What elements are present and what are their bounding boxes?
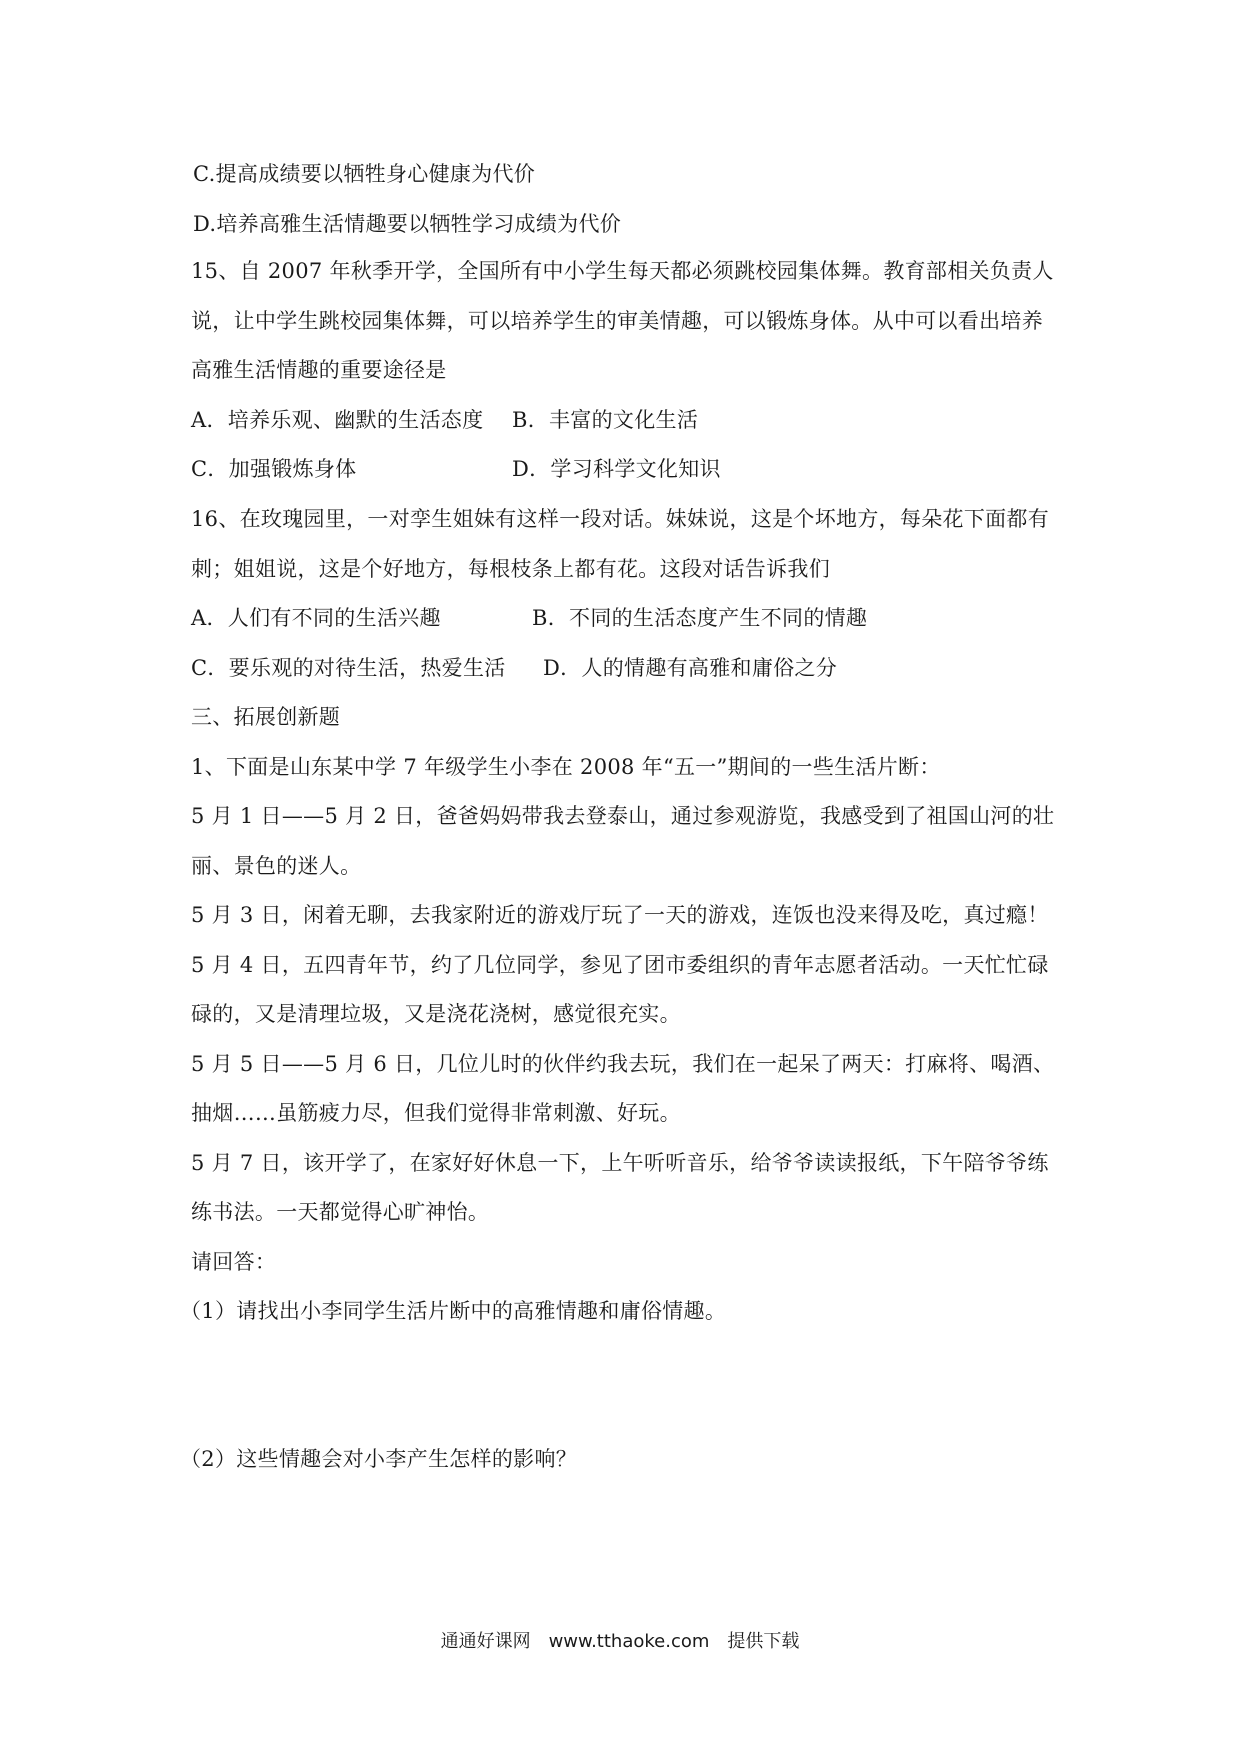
q15-option-b: B．丰富的文化生活 — [512, 408, 699, 432]
diary-may-4-line-1: 5 月 4 日，五四青年节，约了几位同学，参见了团市委组织的青年志愿者活动。一天忙忙碌 — [191, 953, 1049, 977]
diary-may-1-2-line-1: 5 月 1 日——5 月 2 日，爸爸妈妈带我去登泰山，通过参观游览，我感受到了祖国山河的壮 — [191, 804, 1055, 828]
question-15-line-2: 说，让中学生跳校园集体舞，可以培养学生的审美情趣，可以锻炼身体。从中可以看出培养 — [191, 309, 1043, 333]
q16-option-b: B．不同的生活态度产生不同的情趣 — [532, 606, 868, 630]
section-heading: 三、拓展创新题 — [191, 705, 341, 729]
page-footer: 通通好课网 www.tthaoke.com 提供下载 — [440, 1631, 800, 1652]
question-15-line-3: 高雅生活情趣的重要途径是 — [191, 358, 447, 382]
q16-option-a: A．人们有不同的生活兴趣 — [191, 606, 441, 630]
question-15-line-1: 15、自 2007 年秋季开学，全国所有中小学生每天都必须跳校园集体舞。教育部相关负责人 — [191, 259, 1054, 283]
diary-may-3: 5 月 3 日，闲着无聊，去我家附近的游戏厅玩了一天的游戏，连饭也没来得及吃，真过瘾！ — [191, 903, 1049, 927]
q15-option-c: C．加强锻炼身体 — [191, 457, 357, 481]
diary-may-4-line-2: 碌的，又是清理垃圾，又是浇花浇树，感觉很充实。 — [191, 1002, 681, 1026]
q16-option-c: C．要乐观的对待生活，热爱生活 — [191, 656, 506, 680]
please-answer: 请回答： — [191, 1250, 277, 1274]
diary-may-1-2-line-2: 丽、景色的迷人。 — [191, 854, 362, 878]
option-14d: D.培养高雅生活情趣要以牺牲学习成绩为代价 — [193, 212, 622, 236]
sub-question-1: （1）请找出小李同学生活片断中的高雅情趣和庸俗情趣。 — [180, 1299, 727, 1323]
sub-question-2: （2）这些情趣会对小李产生怎样的影响？ — [180, 1447, 578, 1471]
q16-option-d: D．人的情趣有高雅和庸俗之分 — [543, 656, 838, 680]
diary-may-5-6-line-2: 抽烟……虽筋疲力尽，但我们觉得非常刺激、好玩。 — [191, 1101, 681, 1125]
q15-option-d: D．学习科学文化知识 — [512, 457, 721, 481]
question-16-line-2: 刺；姐姐说，这是个好地方，每根枝条上都有花。这段对话告诉我们 — [191, 557, 830, 581]
diary-may-5-6-line-1: 5 月 5 日——5 月 6 日，几位儿时的伙伴约我去玩，我们在一起呆了两天：打麻将、喝酒、 — [191, 1052, 1055, 1076]
diary-may-7-line-1: 5 月 7 日，该开学了，在家好好休息一下，上午听听音乐，给爷爷读读报纸，下午陪爷爷练 — [191, 1151, 1049, 1175]
diary-may-7-line-2: 练书法。一天都觉得心旷神怡。 — [191, 1200, 490, 1224]
q15-option-a: A．培养乐观、幽默的生活态度 — [191, 408, 484, 432]
problem-1-intro: 1、下面是山东某中学 7 年级学生小李在 2008 年“五一”期间的一些生活片断： — [191, 755, 941, 779]
question-16-line-1: 16、在玫瑰园里，一对孪生姐妹有这样一段对话。妹妹说，这是个坏地方，每朵花下面都有 — [191, 507, 1050, 531]
option-14c: C.提高成绩要以牺牲身心健康为代价 — [193, 162, 536, 186]
